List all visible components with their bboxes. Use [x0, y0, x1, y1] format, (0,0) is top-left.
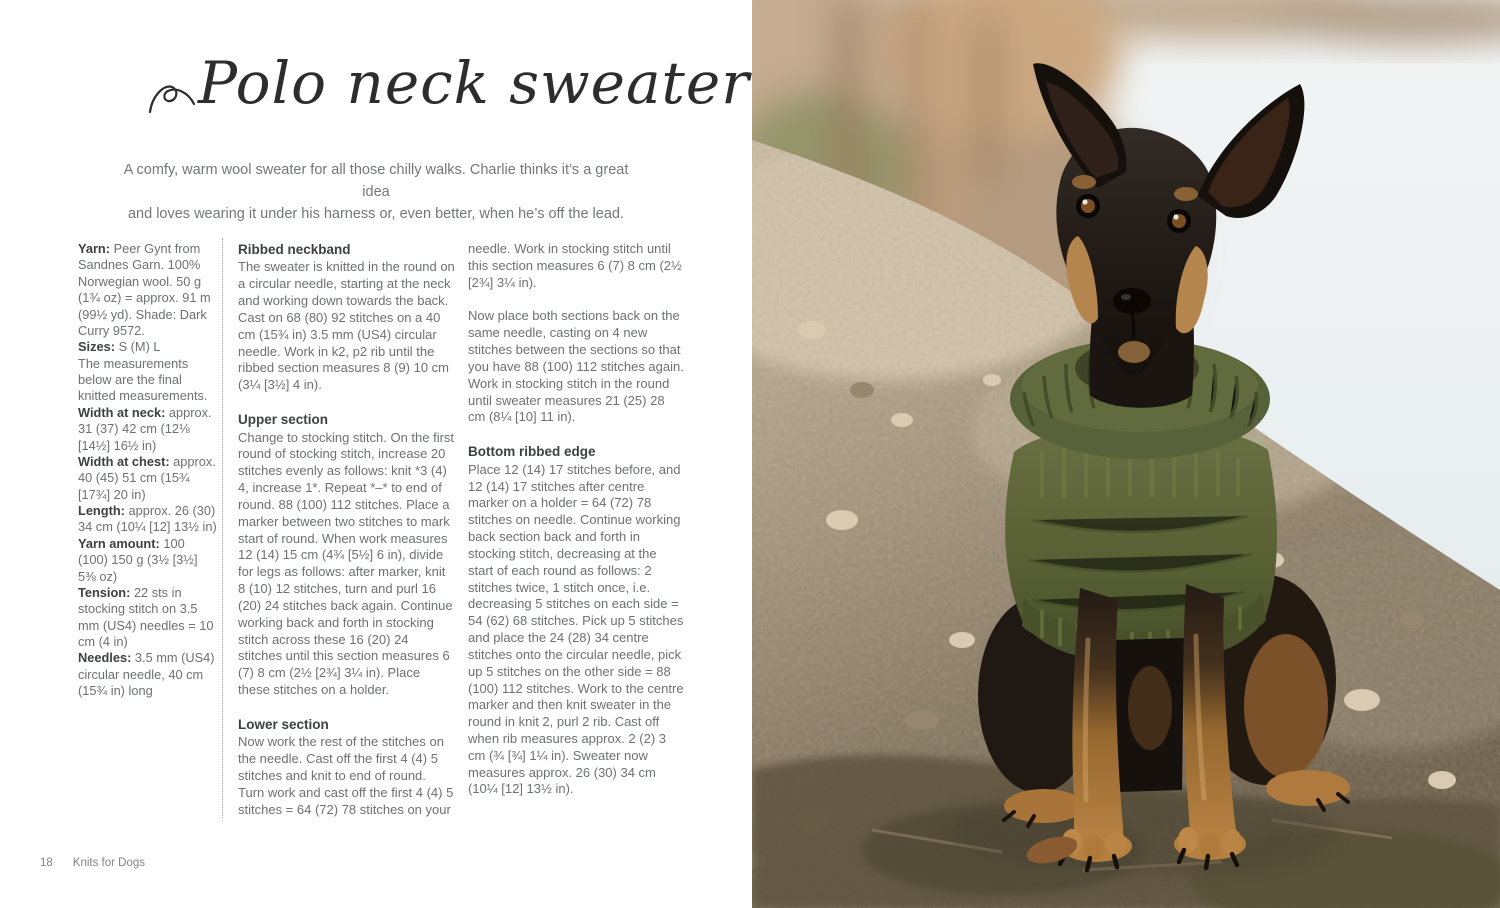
- section-text: Change to stocking stitch. On the first round of stocking stitch, increase 20 stitches evenly as follows: knit *3 (4) 4, increase 1*. Repeat *–* to end of round. 88 (100) 112 stitches. Place a marker between two stitches to mark start of round. When work measures 12 (14) 15 cm (4¾ [5½] 6 in), divide for legs as follows: after marker, knit 8 (10) 12 stitches, turn and purl 16 (20) 24 stitches back again. Continue working back and forth in stocking stitch across these 16 (20) 24 stitches until this section measures 6 (7) 8 cm (2½ [2¾] 3¼ in). Place these stitches on a holder.: [238, 429, 455, 697]
- instruction-section: [238, 716, 455, 819]
- material-value: approx. 26 (30) 34 cm (10¼ [12] 13½ in): [78, 503, 217, 535]
- mouth-line: [1132, 313, 1134, 339]
- material-value: S (M) L: [118, 339, 161, 355]
- instruction-section: [468, 308, 684, 426]
- dog-belly-tan: [1128, 666, 1172, 750]
- section-heading: Upper section: [238, 412, 329, 428]
- material-label: Width at chest:: [78, 453, 170, 469]
- dotted-column-divider: [222, 238, 223, 818]
- instruction-section: [238, 241, 455, 394]
- section-heading: Ribbed neckband: [238, 242, 351, 257]
- page-number: 18: [40, 857, 53, 869]
- material-value: approx. 40 (45) 51 cm (15¾ [17¾] 20 in): [78, 453, 216, 502]
- material-item: [78, 503, 218, 536]
- dog-right-thigh-tan: [1244, 634, 1328, 778]
- material-value: Peer Gynt from Sandnes Garn. 100% Norwegian wool. 50 g (1¾ oz) = approx. 91 m (99½ yd). Shade: Dark Curry 9572.: [78, 241, 211, 338]
- material-value: approx. 31 (37) 42 cm (12⅛ [14½] 16½ in): [78, 404, 212, 453]
- dog-nose: [1113, 288, 1151, 314]
- material-label: Yarn:: [78, 241, 111, 256]
- material-label: Tension:: [78, 584, 131, 600]
- material-item: [78, 536, 218, 585]
- intro-text: [118, 160, 634, 225]
- material-item: [78, 454, 218, 503]
- page-title: Polo neck sweater: [198, 49, 750, 117]
- section-heading: Bottom ribbed edge: [468, 444, 596, 460]
- flourish-icon: [148, 78, 196, 122]
- material-label: Needles:: [78, 650, 132, 666]
- instruction-section: [468, 241, 684, 291]
- right-brow-spot: [1174, 187, 1198, 201]
- material-item: [78, 241, 218, 339]
- instructions-column-2: [468, 241, 684, 798]
- dog-photo: [752, 0, 1500, 908]
- left-brow-spot: [1072, 175, 1096, 189]
- intro-line-2: and loves wearing it under his harness or, even better, when he’s off the lead.: [127, 205, 624, 222]
- intro-line-1: A comfy, warm wool sweater for all those chilly walks. Charlie thinks it’s a great idea: [123, 162, 629, 200]
- instructions-column-1: [238, 241, 455, 818]
- section-text: needle. Work in stocking stitch until this section measures 6 (7) 8 cm (2½ [2¾] 3¼ in).: [468, 241, 682, 290]
- section-text: Place 12 (14) 17 stitches before, and 12 (14) 17 stitches after centre marker on a holder = 64 (72) 78 stitches on needle. Continue working back section back and forth in stocking stitch, decreasing at the start of each round as follows: 2 stitches twice, 1 stitch once, i.e. decreasing 5 stitches on each side = 54 (62) 68 stitches. Pick up 5 stitches and place the 24 (28) 34 centre stitches onto the circular needle, pick up 5 stitches on the other side = 88 (100) 112 stitches. Work to the centre marker and then knit sweater in the round in knit 2, purl 2 rib. Cast off when rib measures approx. 2 (2) 3 cm (¾ [¾] 1¼ in). Sweater now measures approx. 26 (30) 34 cm (10¼ [12] 13½ in).: [468, 461, 684, 797]
- dog-photo-illustration: [752, 0, 1500, 908]
- chin-tan: [1118, 341, 1150, 363]
- instruction-section: [468, 443, 684, 798]
- material-item: [78, 650, 218, 699]
- materials-column: [78, 241, 218, 700]
- title-block: [148, 49, 750, 122]
- material-item: [78, 339, 218, 355]
- book-title: Knits for Dogs: [72, 857, 146, 869]
- instruction-section: [238, 411, 455, 699]
- page-footer: [40, 857, 145, 869]
- material-value: 100 (100) 150 g (3½ [3½] 5⅜ oz): [78, 535, 198, 584]
- material-item: [78, 405, 218, 454]
- material-item: [78, 356, 218, 405]
- material-value: 22 sts in stocking stitch on 3.5 mm (US4) needles = 10 cm (4 in): [78, 584, 214, 649]
- material-item: [78, 585, 218, 651]
- section-text: The sweater is knitted in the round on a circular needle, starting at the neck and working down towards the back. Cast on 68 (80) 92 stitches on a 40 cm (15¾ in) 3.5 mm (US4) circular needle. Work in k2, p2 rib until the ribbed section measures 8 (9) 10 cm (3¼ [3½] 4 in).: [238, 259, 455, 393]
- material-label: Width at neck:: [78, 404, 166, 420]
- section-heading: Lower section: [238, 716, 329, 732]
- material-value: 3.5 mm (US4) circular needle, 40 cm (15¾ in) long: [78, 650, 215, 699]
- section-text: Now work the rest of the stitches on the needle. Cast off the first 4 (4) 5 stitches and knit to end of round. Turn work and cast off the first 4 (4) 5 stitches = 64 (72) 78 stitches on your: [238, 734, 454, 817]
- material-label: Length:: [78, 503, 125, 518]
- material-value: The measurements below are the final knitted measurements.: [78, 355, 208, 404]
- material-label: Yarn amount:: [78, 535, 160, 551]
- section-text: Now place both sections back on the same needle, casting on 4 new stitches between the sections so that you have 88 (100) 112 stitches again. Work in stocking stitch in the round until sweater measures 21 (25) 28 cm (8¼ [10] 11 in).: [468, 308, 684, 425]
- material-label: Sizes:: [78, 339, 115, 355]
